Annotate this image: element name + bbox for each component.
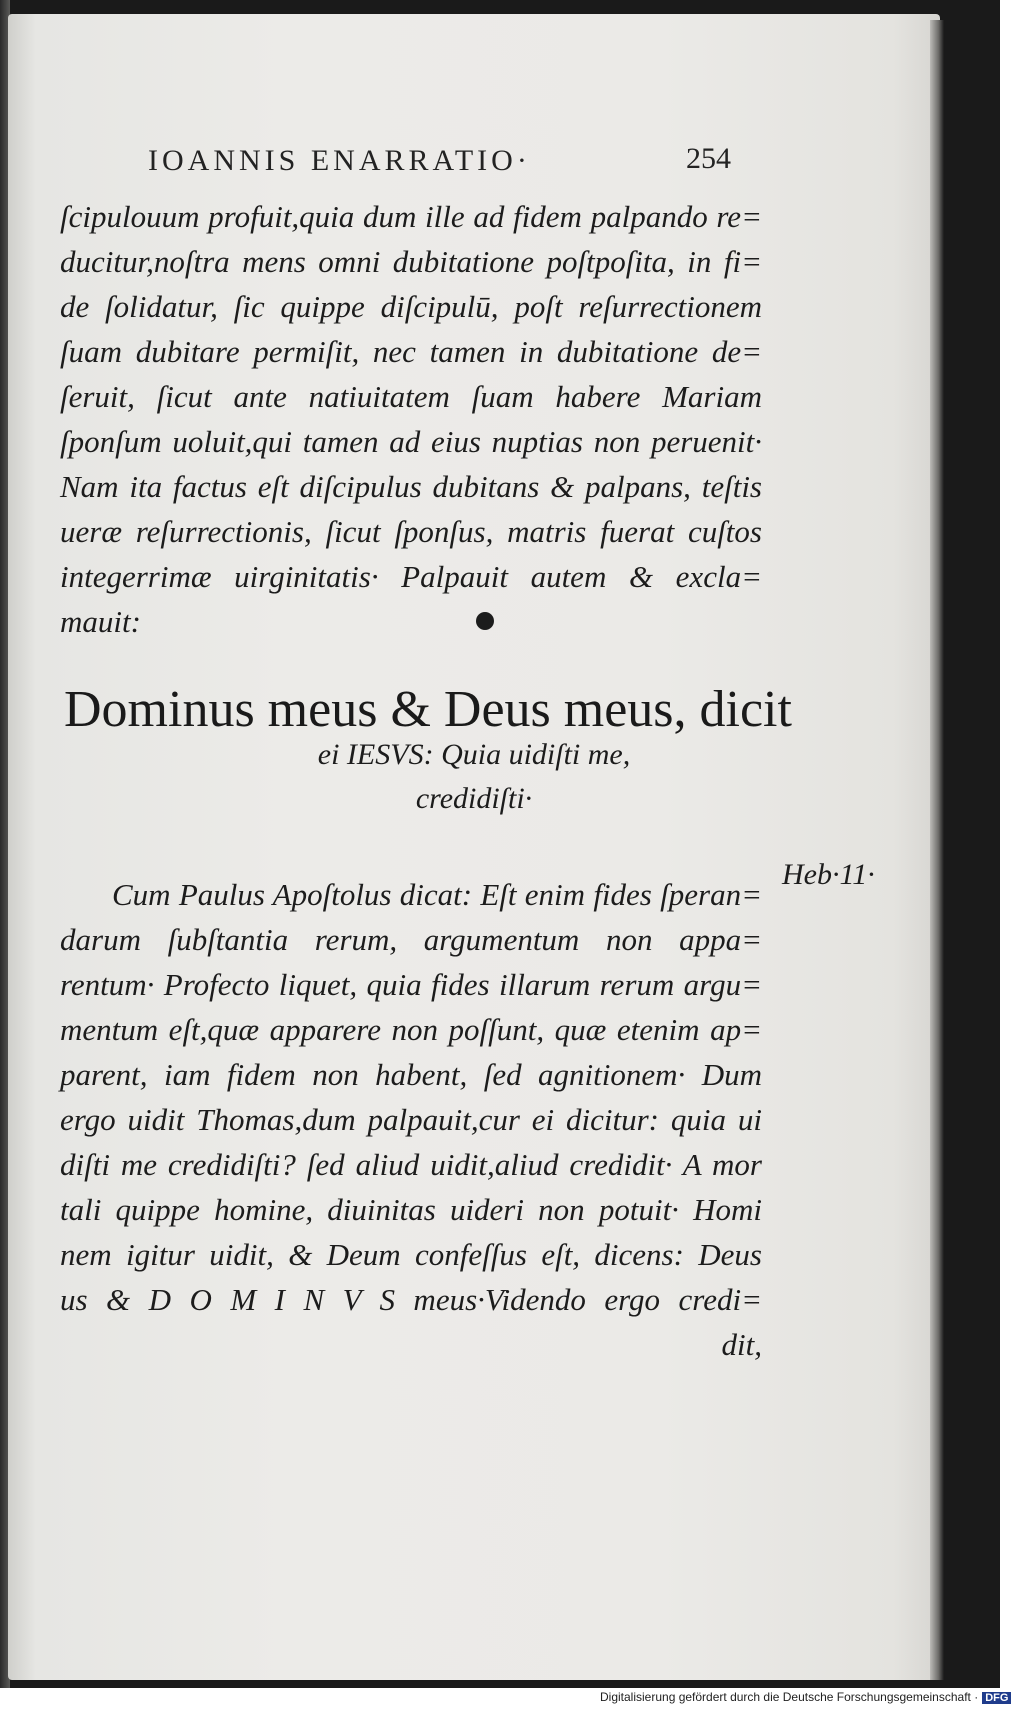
text-line: integerrimæ uirginitatis· Palpauit autem & excla=: [60, 559, 762, 594]
text-line: diſti me credidiſti? ſed aliud uidit,aliud credidit· A mor: [60, 1147, 762, 1182]
paragraph-1: [60, 194, 762, 644]
text-line: ſcipulouum profuit,quia dum ille ad fidem palpando re=: [60, 199, 762, 234]
text-line: ducitur,noſtra mens omni dubitatione poſtpoſita, in fi=: [60, 244, 762, 279]
dfg-logo: DFG: [982, 1692, 1011, 1704]
credit-text: Digitalisierung gefördert durch die Deutsche Forschungsgemeinschaft ·: [600, 1690, 979, 1704]
scripture-heading-line-2: ei IESVS: Quia uidiſti me,: [317, 738, 631, 771]
digitization-credit: [600, 1690, 1009, 1704]
margin-note: Heb·11·: [782, 858, 875, 891]
text-line: mentum eſt,quæ apparere non poſſunt, quæ etenim ap=: [60, 1012, 762, 1047]
scripture-heading: Dominus meus & Deus meus, dicit: [64, 681, 792, 738]
running-title: IOANNIS ENARRATIO·: [148, 144, 531, 177]
text-line: ergo uidit Thomas,dum palpauit,cur ei dicitur: quia ui: [60, 1102, 762, 1137]
scripture-heading-line-3: credidiſti·: [415, 782, 533, 815]
text-line: ſuam dubitare permiſit, nec tamen in dubitatione de=: [60, 334, 762, 369]
text-line: Nam ita factus eſt diſcipulus dubitans & palpans, teſtis: [60, 469, 762, 504]
text-line: darum ſubſtantia rerum, argumentum non appa=: [60, 922, 762, 957]
ornament-dot: [476, 612, 494, 630]
text-line: rentum· Profecto liquet, quia fides illarum rerum argu=: [60, 967, 762, 1002]
text-line: nem igitur uidit, & Deum confeſſus eſt, dicens: Deus: [60, 1237, 762, 1272]
text-line: ſponſum uoluit,qui tamen ad eius nuptias non peruenit·: [60, 424, 762, 459]
text-line: tali quippe homine, diuinitas uideri non potuit· Homi: [60, 1192, 762, 1227]
paragraph-2: [60, 872, 762, 1367]
text-line: mauit:: [60, 604, 141, 639]
text-line: Cum Paulus Apoſtolus dicat: Eſt enim fides ſperan=: [112, 877, 762, 912]
text-line: ueræ reſurrectionis, ſicut ſponſus, matris fuerat cuſtos: [60, 514, 762, 549]
page-fore-edge: [930, 20, 944, 1680]
text-line: ſeruit, ſicut ante natiuitatem ſuam habere Mariam: [60, 379, 762, 414]
text-line: de ſolidatur, ſic quippe diſcipulū, poſt reſurrectionem: [60, 289, 762, 324]
text-line: parent, iam fidem non habent, ſed agnitionem· Dum: [60, 1057, 762, 1092]
book-page: [8, 14, 940, 1680]
text-line: us & D O M I N V S meus·Videndo ergo credi=: [60, 1282, 762, 1317]
page-number: 254: [686, 142, 731, 175]
catchword: dit,: [721, 1327, 762, 1362]
